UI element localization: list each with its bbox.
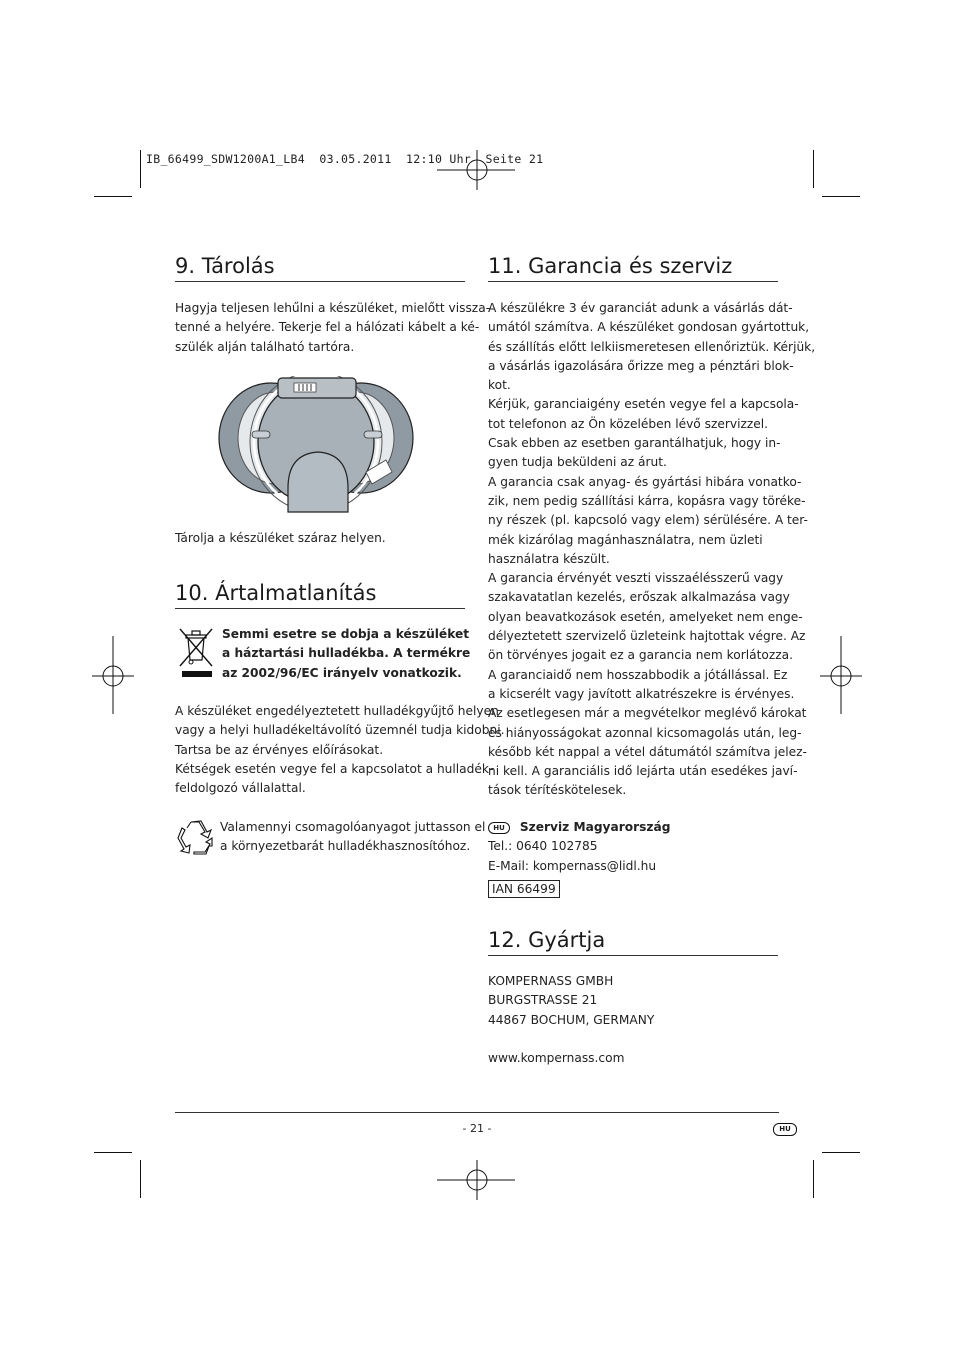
footer-rule (175, 1112, 779, 1113)
text-line: tások térítéskötelesek. (488, 783, 627, 798)
text-line: A garancia csak anyag- és gyártási hibára vonatko- (488, 474, 802, 489)
page-number: - 21 - (462, 1122, 492, 1135)
text-line: a kicserélt vagy javított alkatrészekre is érvényes. (488, 686, 795, 701)
print-slug: IB_66499_SDW1200A1_LB4 03.05.2011 12:10 Uhr Seite 21 (146, 152, 544, 166)
storage-heading-rule (175, 281, 465, 282)
text-line: a környezetbarát hulladékhasznosítóhoz. (220, 839, 471, 854)
storage-note: Tárolja a készüléket száraz helyen. (175, 531, 386, 545)
text-line: Tartsa be az érvényes előírásokat. (175, 742, 384, 757)
text-line: vagy a helyi hulladékeltávolító üzemnél tudja kidobni. (175, 723, 505, 738)
text-line: feldolgozó vállalattal. (175, 781, 306, 796)
device-storage-illustration (216, 376, 416, 516)
service-contact (488, 818, 670, 899)
crossed-bin-icon (178, 626, 214, 680)
language-badge: HU (773, 1123, 797, 1136)
text-line: Valamennyi csomagolóanyagot juttasson el (220, 820, 486, 834)
disposal-heading: 10. Ártalmatlanítás (175, 581, 377, 605)
text-line: szülék alján található tartóra. (175, 339, 355, 354)
text-line: olyan beavatkozások esetén, amelyeket nem enge- (488, 609, 803, 624)
text-line: délyeztetett szervizelő üzleteink hajtottak végre. Az (488, 629, 806, 644)
disposal-heading-rule (175, 608, 465, 609)
disposal-body (175, 702, 504, 798)
text-line: Az esetlegesen már a megvételkor meglévő károkat (488, 706, 807, 721)
text-line: tot telefonon az Ön közelében lévő szervizzel. (488, 416, 769, 431)
manufacturer-heading: 12. Gyártja (488, 928, 606, 952)
ian-number: IAN 66499 (488, 880, 560, 898)
text-line: kot. (488, 378, 511, 393)
text-line: A készüléket engedélyeztetett hulladékgyűjtő helyen (175, 704, 499, 718)
weee-warning (222, 625, 470, 683)
storage-intro (175, 299, 490, 357)
text-line: mék kizárólag magánhasználatra, nem üzleti (488, 532, 763, 547)
text-line: az 2002/96/EC irányelv vonatkozik. (222, 665, 462, 680)
text-line: Kétségek esetén vegye fel a kapcsolatot a hulladék- (175, 761, 494, 776)
text-line: ni kell. A garanciális idő lejárta után esedékes javí- (488, 764, 798, 779)
text-line: ön törvényes jogait ez a garancia nem korlátozza. (488, 648, 793, 663)
recycle-icon (176, 818, 214, 856)
text-line: zik, nem pedig szállítási kárra, kopásra vagy töréke- (488, 493, 806, 508)
manufacturer-website[interactable]: www.kompernass.com (488, 1051, 625, 1065)
text-line: A készülékre 3 év garanciát adunk a vásárlás dát- (488, 301, 793, 315)
text-line: a vásárlás igazolására őrizze meg a pénztári blok- (488, 358, 794, 373)
registration-mark-left (92, 636, 142, 716)
text-line: és szállítás előtt lelkiismeretesen ellenőriztük. Kérjük, (488, 339, 816, 354)
registration-mark-right (820, 636, 870, 716)
service-phone: Tel.: 0640 102785 (488, 839, 598, 854)
manufacturer-heading-rule (488, 955, 778, 956)
manufacturer-address (488, 972, 654, 1030)
country-badge: HU (488, 822, 510, 834)
service-email: E-Mail: kompernass@lidl.hu (488, 858, 657, 873)
text-line: használatra készült. (488, 551, 610, 566)
text-line: gyen tudja beküldeni az árut. (488, 455, 667, 470)
text-line: később két nappal a vétel dátumától számítva jelez- (488, 744, 807, 759)
warranty-heading-rule (488, 281, 778, 282)
registration-mark-bottom (437, 1160, 517, 1202)
text-line: A garanciaidő nem hosszabbodik a jótállással. Ez (488, 667, 788, 682)
warranty-body (488, 299, 815, 801)
text-line: Csak ebben az esetben garantálhatjuk, hogy in- (488, 436, 781, 451)
text-line: Kérjük, garanciaigény esetén vegye fel a kapcsola- (488, 397, 799, 412)
recycle-note (220, 818, 485, 857)
text-line: és hiányosságokat azonnal kicsomagolás után, leg- (488, 725, 802, 740)
text-line: KOMPERNASS GMBH (488, 974, 614, 988)
text-line: BURGSTRASSE 21 (488, 993, 598, 1008)
text-line: 44867 BOCHUM, GERMANY (488, 1012, 655, 1027)
text-line: Hagyja teljesen lehűlni a készüléket, mielőtt vissza- (175, 301, 491, 315)
text-line: szakavatatlan kezelés, erőszak alkalmazása vagy (488, 590, 790, 605)
text-line: A garancia érvényét veszti visszaélésszerű vagy (488, 571, 784, 586)
text-line: Semmi esetre se dobja a készüléket (222, 627, 470, 641)
warranty-heading: 11. Garancia és szerviz (488, 254, 733, 278)
text-line: ny részek (pl. kapcsoló vagy elem) sérülésére. A ter- (488, 513, 808, 528)
text-line: umától számítva. A készüléket gondosan gyártottuk, (488, 320, 810, 335)
service-title: Szerviz Magyarország (519, 820, 671, 834)
storage-heading: 9. Tárolás (175, 254, 275, 278)
text-line: a háztartási hulladékba. A termékre (222, 646, 471, 661)
text-line: tenné a helyére. Tekerje fel a hálózati kábelt a ké- (175, 320, 480, 335)
